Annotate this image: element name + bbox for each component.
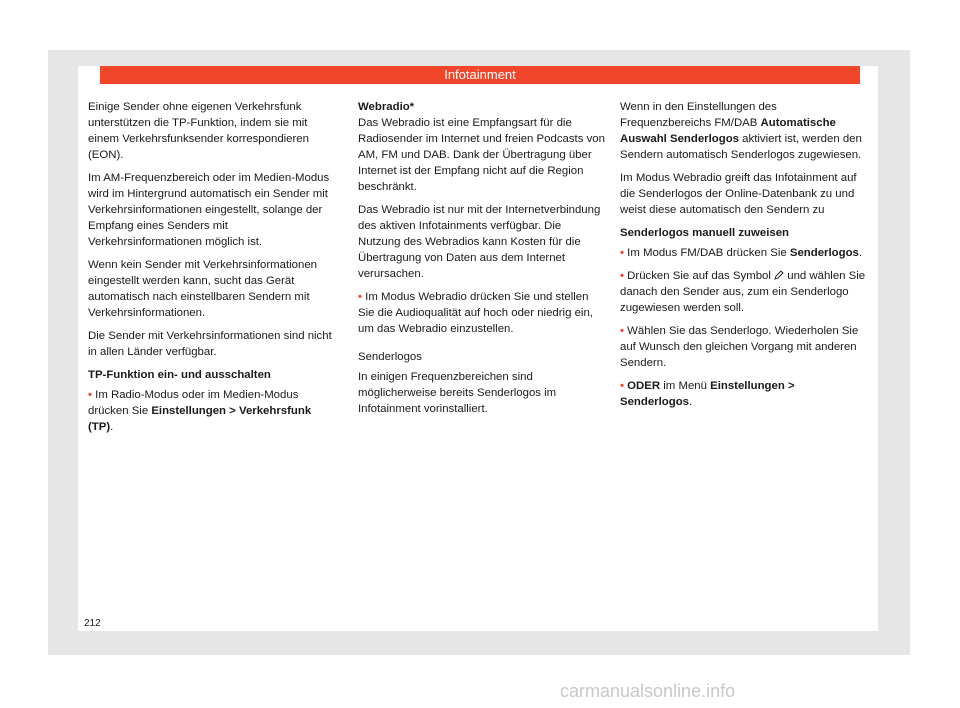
tp-heading: TP-Funktion ein- und ausschalten [88,369,271,381]
senderlogos-paragraph: In einigen Frequenzbereichen sind möglicherweise bereits Senderlogos im Infotainment vorinstalliert. [358,371,557,415]
webradio-bullet: • Im Modus Webradio drücken Sie und stellen Sie die Audioqualität auf hoch oder niedrig ein, um das Webradio einzustellen. [358,291,593,335]
manual-logos-heading: Senderlogos manuell zuweisen [620,227,790,239]
right-paragraph-1: Wenn in den Einstellungen des Frequenzbereichs FM/DAB Automatische Auswahl Senderlogos aktiviert ist, werden den Sendern automatisch Senderlogos zugewiesen. [620,101,862,161]
left-paragraph-4: Die Sender mit Verkehrsinformationen sind nicht in allen Länder verfügbar. [88,330,332,358]
bullet-icon: • [620,325,624,337]
left-paragraph-2: Im AM-Frequenzbereich oder im Medien-Modus wird im Hintergrund automatisch ein Sender mit Verkehrsinformationen eingestellt, solange der Empfang eines Senders mit Verkehrsinformationen möglich ist. [88,172,330,248]
manual-bullet-4: • ODER im Menü Einstellungen > Senderlogos. [620,380,795,408]
manual-bullet-2: • Drücken Sie auf das Symbol und wählen Sie danach den Sender aus, zum ein Senderlogo zugewiesen werden soll. [620,270,866,314]
watermark: carmanualsonline.info [560,681,736,701]
section-header: Infotainment [100,66,860,84]
senderlogos-heading: Senderlogos [358,351,422,363]
left-paragraph-1: Einige Sender ohne eigenen Verkehrsfunk unterstützen die TP-Funktion, indem sie mit einem Verkehrsfunksender korrespondieren (EON). [88,101,309,161]
left-paragraph-3: Wenn kein Sender mit Verkehrsinformationen eingestellt werden kann, sucht das Gerät automatisch nach einstellbaren Sendern mit Verkehrsinformationen. [88,259,317,319]
webradio-paragraph-1: Das Webradio ist eine Empfangsart für die Radiosender im Internet und freien Podcasts von AM, FM und DAB. Dank der Übertragung über Internet ist der Empfang nicht auf die Region beschränkt. [358,117,605,193]
pencil-icon [774,270,784,280]
bullet-icon: • [88,389,92,401]
right-paragraph-2: Im Modus Webradio greift das Infotainment auf die Senderlogos der Online-Datenbank zu und weist diese automatisch den Sendern zu [620,172,857,216]
page-number: 212 [84,618,101,629]
bullet-icon: • [620,247,624,259]
bullet-icon: • [620,380,624,392]
right-column [620,99,868,417]
tp-bullet: • Im Radio-Modus oder im Medien-Modus drücken Sie Einstellungen > Verkehrsfunk (TP). [88,389,312,433]
webradio-heading: Webradio* [358,101,415,113]
left-column [88,99,336,442]
manual-bullet-1: • Im Modus FM/DAB drücken Sie Senderlogos. [620,247,863,259]
webradio-paragraph-2: Das Webradio ist nur mit der Internetverbindung des aktiven Infotainments verfügbar. Die Nutzung des Webradios kann Kosten für die Übertragung von Daten aus dem Internet verursachen. [358,204,601,280]
bullet-icon: • [358,291,362,303]
middle-column [358,99,606,424]
bullet-icon: • [620,270,624,282]
manual-bullet-3: • Wählen Sie das Senderlogo. Wiederholen Sie auf Wunsch den gleichen Vorgang mit anderen Sendern. [620,325,859,369]
